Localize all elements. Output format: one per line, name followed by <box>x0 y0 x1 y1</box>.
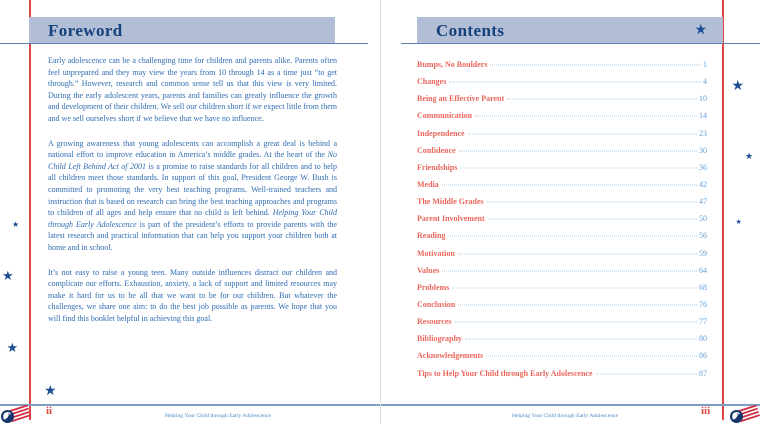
eagle-flag-logo-icon <box>730 405 760 424</box>
toc-entry[interactable] <box>417 180 707 197</box>
toc-label: Acknowledgements <box>417 351 484 361</box>
toc-dotted-leader <box>488 219 697 220</box>
footer-rule <box>0 404 380 406</box>
toc-entry[interactable] <box>417 94 707 111</box>
toc-dotted-leader <box>455 322 697 323</box>
toc-label: Problems <box>417 282 450 292</box>
toc-entry[interactable] <box>417 214 707 231</box>
toc-label: Media <box>417 179 439 189</box>
toc-dotted-leader <box>458 253 697 254</box>
toc-entry[interactable] <box>417 283 707 300</box>
toc-dotted-leader <box>458 304 697 305</box>
left-margin-line <box>29 0 31 420</box>
toc-label: Communication <box>417 111 473 121</box>
toc-entry[interactable] <box>417 369 707 386</box>
toc-page-number: 47 <box>699 197 707 207</box>
toc-page-number: 36 <box>699 162 707 172</box>
toc-dotted-leader <box>452 287 697 288</box>
page-title: Foreword <box>48 21 123 40</box>
toc-entry[interactable] <box>417 129 707 146</box>
star-icon: ★ <box>2 268 14 283</box>
toc-dotted-leader <box>459 150 697 151</box>
toc-dotted-leader <box>465 339 697 340</box>
toc-label: Conclusion <box>417 299 456 309</box>
toc-page-number: 23 <box>699 128 707 138</box>
contents-header-banner <box>417 17 723 44</box>
toc-entry[interactable] <box>417 163 707 180</box>
star-icon: ★ <box>731 79 745 94</box>
toc-label: Changes <box>417 77 447 87</box>
toc-label: The Middle Grades <box>417 197 484 207</box>
toc-dotted-leader <box>486 356 697 357</box>
toc-label: Being an Effective Parent <box>417 94 505 104</box>
toc-page-number: 14 <box>699 111 707 121</box>
eagle-flag-logo-icon <box>1 405 31 424</box>
toc-label: Bumps, No Boulders <box>417 60 488 69</box>
paragraph: It’s not easy to raise a young teen. Many outside influences distract our children and complicate our efforts. Exhaustion, anxiety, a lack of support and limited resources may make it hard for us to be all that we want to be for our children. But whatever the challenges, we share one aim: to do the best job possible as parents. We hope that you will find this booklet helpful in achieving this goal. <box>48 267 337 323</box>
toc-page-number: 77 <box>699 317 707 327</box>
toc-entry[interactable] <box>417 197 707 214</box>
toc-page-number: 86 <box>699 351 707 361</box>
toc-page-number: 59 <box>699 248 707 258</box>
star-icon: ★ <box>694 22 707 38</box>
toc-label: Friendships <box>417 162 458 172</box>
running-title: Helping Your Child through Early Adolescence <box>165 412 271 419</box>
toc-page-number: 80 <box>699 334 707 344</box>
toc-label: Parent Involvement <box>417 214 485 224</box>
toc-dotted-leader <box>507 99 697 100</box>
toc-entry[interactable] <box>417 351 707 368</box>
toc-page-number: 1 <box>703 60 707 69</box>
header-rule <box>401 43 760 45</box>
header-rule <box>0 43 368 45</box>
toc-page-number: 87 <box>699 368 707 378</box>
toc-page-number: 30 <box>699 145 707 155</box>
toc-entry[interactable] <box>417 146 707 163</box>
star-icon: ★ <box>6 340 19 355</box>
toc-page-number: 42 <box>699 179 707 189</box>
page-gutter-line <box>380 0 381 424</box>
running-title: Helping Your Child through Early Adolescence <box>512 412 618 419</box>
toc-label: Bibliography <box>417 334 462 344</box>
toc-dotted-leader <box>448 236 697 237</box>
right-margin-line <box>722 0 724 420</box>
toc-label: Tips to Help Your Child through Early Adolescence <box>417 368 593 378</box>
toc-entry[interactable] <box>417 300 707 317</box>
toc-entry[interactable] <box>417 334 707 351</box>
toc-label: Resources <box>417 317 452 327</box>
toc-dotted-leader <box>475 116 697 117</box>
star-icon: ★ <box>745 151 754 161</box>
toc-entry[interactable] <box>417 60 707 77</box>
toc-entry[interactable] <box>417 77 707 94</box>
toc-page-number: 76 <box>699 299 707 309</box>
star-icon: ★ <box>12 220 20 229</box>
star-icon: ★ <box>44 383 57 399</box>
toc-dotted-leader <box>490 65 701 66</box>
page-number: iii <box>701 405 711 417</box>
toc-dotted-leader <box>460 167 697 168</box>
toc-label: Motivation <box>417 248 455 258</box>
paragraph: A growing awareness that young adolescents can accomplish a great deal is behind a national effort to improve education in America’s middle grades. At the heart of the No Child Left Behind Act of 2001 is a promise to raise standards for all children and to help all children meet those standards. In support of this goal, President George W. Bush is committed to promoting the very best teaching programs. Well-trained teachers and instruction that is based on research can bring the best teaching approaches and programs to children of all ages and help ensure that no child is left behind. Helping Your Child through Early Adolescence is part of the president’s efforts to provide parents with the latest research and practical information that can help you support your children both at home and in school. <box>48 138 338 252</box>
toc-label: Reading <box>417 231 446 241</box>
toc-page-number: 56 <box>699 231 707 241</box>
toc-entry[interactable] <box>417 317 707 334</box>
toc-dotted-leader <box>442 184 697 185</box>
toc-page-number: 64 <box>699 265 707 275</box>
toc-list <box>417 60 707 386</box>
toc-dotted-leader <box>596 373 697 374</box>
toc-label: Confidence <box>417 145 456 155</box>
page-title: Contents <box>436 21 505 40</box>
toc-dotted-leader <box>449 82 701 83</box>
toc-entry[interactable] <box>417 249 707 266</box>
paragraph: Early adolescence can be a challenging time for children and parents alike. Parents often feel unprepared and they may view the years from 10 through 14 as a time just “to get through.” However, research and common sense tell us that this view is very limited. During the early adolescent years, parents and families can greatly influence the growth and development of their children. We sell our children short if we expect little from them and we sell ourselves short if we believe that we have no influence. <box>48 56 337 123</box>
toc-dotted-leader <box>487 202 697 203</box>
toc-entry[interactable] <box>417 266 707 283</box>
toc-entry[interactable] <box>417 111 707 128</box>
toc-dotted-leader <box>442 270 697 271</box>
page-number: ii <box>46 405 53 417</box>
foreword-paragraphs <box>48 55 337 337</box>
toc-label: Values <box>417 265 440 275</box>
toc-page-number: 68 <box>699 282 707 292</box>
toc-page-number: 4 <box>703 77 707 87</box>
toc-page-number: 50 <box>699 214 707 224</box>
toc-entry[interactable] <box>417 231 707 248</box>
star-icon: ★ <box>735 217 742 226</box>
toc-label: Independence <box>417 128 465 138</box>
toc-page-number: 10 <box>699 94 707 104</box>
foreword-header-banner <box>29 17 335 44</box>
toc-dotted-leader <box>468 133 697 134</box>
